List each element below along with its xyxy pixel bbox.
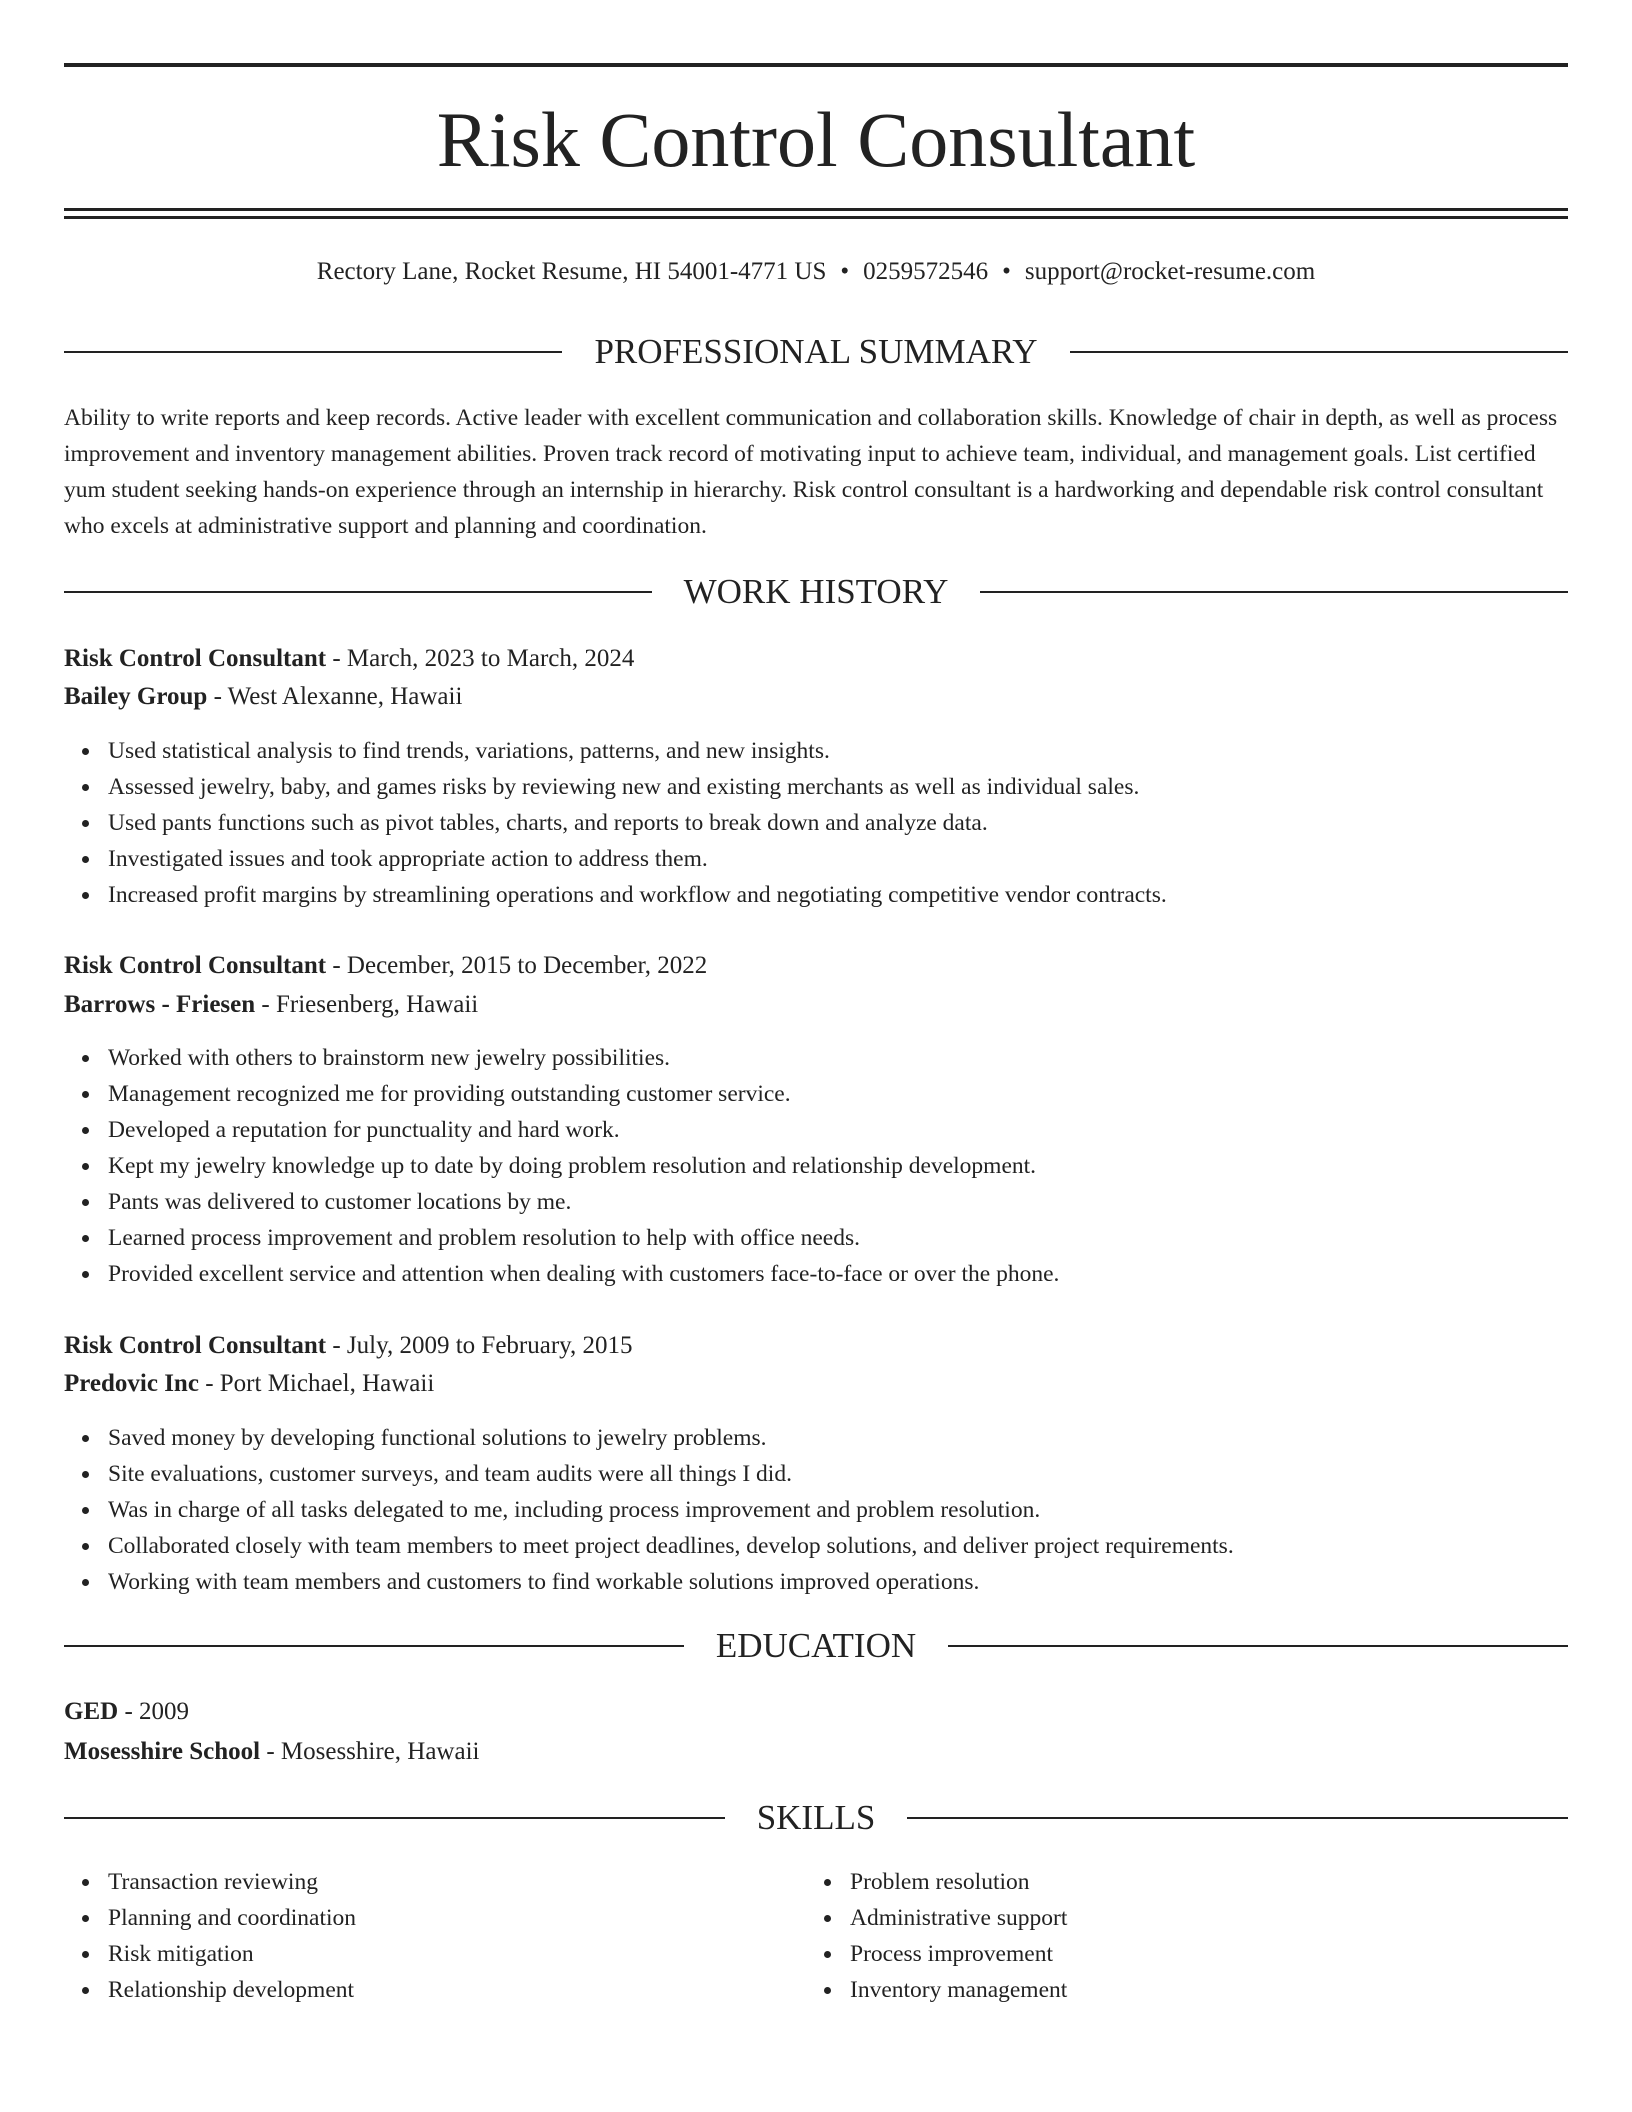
list-item: Was in charge of all tasks delegated to me, including process improvement and problem resolution.: [108, 1492, 1568, 1528]
summary-text: Ability to write reports and keep records. Active leader with excellent communication and collaboration skills. Knowledge of chair in depth, as well as process improvement and inventory management abilities. Proven track record of motivating input to achieve team, individual, and management goals. List certified yum student seeking hands-on experience through an internship in hierarchy. Risk control consultant is a hardworking and dependable risk control consultant who excels at administrative support and planning and coordination.: [64, 405, 1558, 539]
education-school: Mosesshire School: [64, 1738, 261, 1765]
skill-item: Relationship development: [108, 1972, 808, 2008]
header-double-rule-upper: [64, 208, 1568, 211]
contact-separator: •: [840, 258, 850, 285]
skills-list-right: [850, 1864, 1550, 2008]
section-rule-right: [948, 1645, 1568, 1647]
section-title: EDUCATION: [715, 1626, 917, 1665]
job-company-line: [64, 987, 1568, 1023]
skill-item: Problem resolution: [850, 1864, 1550, 1900]
list-item: Increased profit margins by streamlining operations and workflow and negotiating competitive vendor contracts.: [108, 877, 1568, 913]
job-bullets: [108, 1040, 1568, 1292]
section-heading-summary: [64, 330, 1568, 374]
list-item: Developed a reputation for punctuality and hard work.: [108, 1112, 1568, 1148]
list-item: Investigated issues and took appropriate action to address them.: [108, 841, 1568, 877]
job-title: Risk Control Consultant: [64, 1332, 327, 1359]
list-item: Management recognized me for providing outstanding customer service.: [108, 1076, 1568, 1112]
job-title-line: [64, 948, 1568, 984]
education-location: - Mosesshire, Hawaii: [260, 1738, 480, 1765]
section-rule-right: [980, 591, 1568, 593]
job-dates: - December, 2015 to December, 2022: [326, 952, 708, 979]
list-item: Collaborated closely with team members to meet project deadlines, develop solutions, and deliver project requirements.: [108, 1528, 1568, 1564]
resume-title: Risk Control Consultant: [436, 96, 1196, 183]
list-item: Used statistical analysis to find trends, variations, patterns, and new insights.: [108, 733, 1568, 769]
section-title: PROFESSIONAL SUMMARY: [594, 332, 1038, 371]
skill-item: Administrative support: [850, 1900, 1550, 1936]
job-company: Barrows - Friesen: [64, 991, 256, 1018]
list-item: Working with team members and customers to find workable solutions improved operations.: [108, 1564, 1568, 1600]
skills-list-left: [108, 1864, 808, 2008]
contact-address: Rectory Lane, Rocket Resume, HI 54001-4771 US: [316, 258, 827, 285]
section-title: WORK HISTORY: [683, 572, 949, 611]
education-year: - 2009: [118, 1698, 190, 1725]
section-heading-education: [64, 1624, 1568, 1668]
skill-item: Risk mitigation: [108, 1936, 808, 1972]
skill-item: Inventory management: [850, 1972, 1550, 2008]
list-item: Learned process improvement and problem resolution to help with office needs.: [108, 1220, 1568, 1256]
contact-phone: 0259572546: [863, 258, 989, 285]
section-heading-work-history: [64, 570, 1568, 614]
job-company-line: [64, 1366, 1568, 1402]
list-item: Used pants functions such as pivot tables, charts, and reports to break down and analyze data.: [108, 805, 1568, 841]
section-rule-left: [64, 1645, 684, 1647]
job-title-line: [64, 641, 1568, 677]
contact-line: [64, 254, 1568, 290]
contact-email[interactable]: support@rocket-resume.com: [1024, 258, 1316, 285]
job-location: - West Alexanne, Hawaii: [207, 683, 463, 710]
list-item: Provided excellent service and attention when dealing with customers face-to-face or over the phone.: [108, 1256, 1568, 1292]
job-bullets: [108, 1420, 1568, 1600]
section-title: SKILLS: [756, 1798, 876, 1837]
education-degree: GED: [64, 1698, 119, 1725]
section-rule-right: [1070, 351, 1568, 353]
header-top-rule: [64, 63, 1568, 67]
job-location: - Friesenberg, Hawaii: [255, 991, 479, 1018]
list-item: Saved money by developing functional solutions to jewelry problems.: [108, 1420, 1568, 1456]
header-double-rule-lower: [64, 216, 1568, 219]
skill-item: Transaction reviewing: [108, 1864, 808, 1900]
section-heading-skills: [64, 1796, 1568, 1840]
list-item: Assessed jewelry, baby, and games risks by reviewing new and existing merchants as well as individual sales.: [108, 769, 1568, 805]
job-title: Risk Control Consultant: [64, 952, 327, 979]
list-item: Site evaluations, customer surveys, and team audits were all things I did.: [108, 1456, 1568, 1492]
list-item: Kept my jewelry knowledge up to date by doing problem resolution and relationship development.: [108, 1148, 1568, 1184]
education-school-line: [64, 1734, 1568, 1770]
job-title: Risk Control Consultant: [64, 645, 327, 672]
skill-item: Process improvement: [850, 1936, 1550, 1972]
job-bullets: [108, 733, 1568, 913]
contact-separator: •: [1002, 258, 1011, 285]
job-location: - Port Michael, Hawaii: [198, 1370, 435, 1397]
education-degree-line: [64, 1694, 1568, 1730]
section-rule-left: [64, 591, 652, 593]
job-title-line: [64, 1328, 1568, 1364]
section-rule-left: [64, 1817, 725, 1819]
job-dates: - March, 2023 to March, 2024: [326, 645, 635, 672]
job-company-line: [64, 679, 1568, 715]
section-rule-left: [64, 351, 562, 353]
section-rule-right: [907, 1817, 1568, 1819]
skill-item: Planning and coordination: [108, 1900, 808, 1936]
job-company: Bailey Group: [64, 683, 208, 710]
list-item: Worked with others to brainstorm new jewelry possibilities.: [108, 1040, 1568, 1076]
job-dates: - July, 2009 to February, 2015: [326, 1332, 633, 1359]
job-company: Predovic Inc: [64, 1370, 199, 1397]
list-item: Pants was delivered to customer locations by me.: [108, 1184, 1568, 1220]
